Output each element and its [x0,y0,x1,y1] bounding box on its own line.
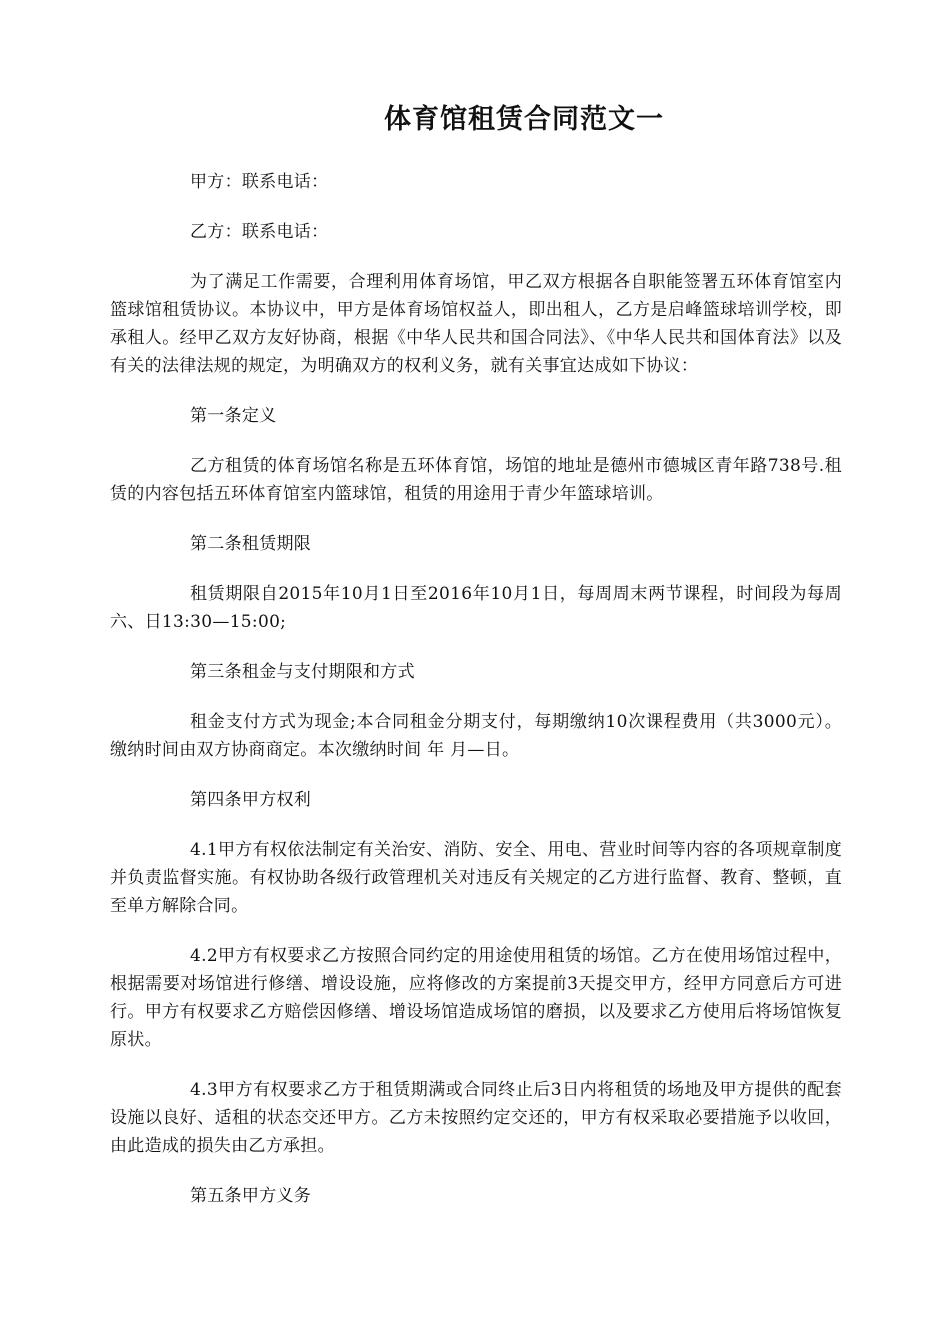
article-1-heading: 第一条定义 [190,406,277,426]
document-body [110,168,842,1232]
clause-4-1: 4.1甲方有权依法制定有关治安、消防、安全、用电、营业时间等内容的各项规章制度并负责监督实施。有权协助各级行政管理机关对违反有关规定的乙方进行监督、教育、整顿，直至单方解除合同。 [110,840,842,916]
preamble-paragraph: 为了满足工作需要，合理利用体育场馆，甲乙双方根据各自职能签署五环体育馆室内篮球馆租赁协议。本协议中，甲方是体育场馆权益人，即出租人，乙方是启峰篮球培训学校，即承租人。经甲乙双方友好协商，根据《中华人民共和国合同法》、《中华人民共和国体育法》以及有关的法律法规的规定，为明确双方的权利义务，就有关事宜达成如下协议： [110,272,842,376]
clause-4-2: 4.2甲方有权要求乙方按照合同约定的用途使用租赁的场馆。乙方在使用场馆过程中，根据需要对场馆进行修缮、增设设施，应将修改的方案提前3天提交甲方，经甲方同意后方可进行。甲方有权要求乙方赔偿因修缮、增设场馆造成场馆的磨损，以及要求乙方使用后将场馆恢复原状。 [110,946,842,1050]
article-3-body: 租金支付方式为现金;本合同租金分期支付，每期缴纳10次课程费用（共3000元）。缴纳时间由双方协商商定。本次缴纳时间 年 月—日。 [110,712,842,760]
article-1-body: 乙方租赁的体育场馆名称是五环体育馆，场馆的地址是德州市德城区青年路738号.租赁的内容包括五环体育馆室内篮球馆，租赁的用途用于青少年篮球培训。 [110,456,842,504]
article-2-body: 租赁期限自2015年10月1日至2016年10月1日，每周周末两节课程，时间段为每周六、日13:30—15:00; [110,584,842,632]
party-b-line: 乙方：联系电话： [190,222,329,242]
article-2-heading: 第二条租赁期限 [190,534,312,554]
party-a-line: 甲方：联系电话： [190,172,329,192]
document-title: 体育馆租赁合同范文一 [384,104,664,135]
clause-4-3: 4.3甲方有权要求乙方于租赁期满或合同终止后3日内将租赁的场地及甲方提供的配套设施以良好、适租的状态交还甲方。乙方未按照约定交还的，甲方有权采取必要措施予以收回，由此造成的损失由乙方承担。 [110,1080,842,1156]
article-3-heading: 第三条租金与支付期限和方式 [190,662,415,682]
article-4-heading: 第四条甲方权利 [190,790,312,810]
article-5-heading: 第五条甲方义务 [190,1186,312,1206]
